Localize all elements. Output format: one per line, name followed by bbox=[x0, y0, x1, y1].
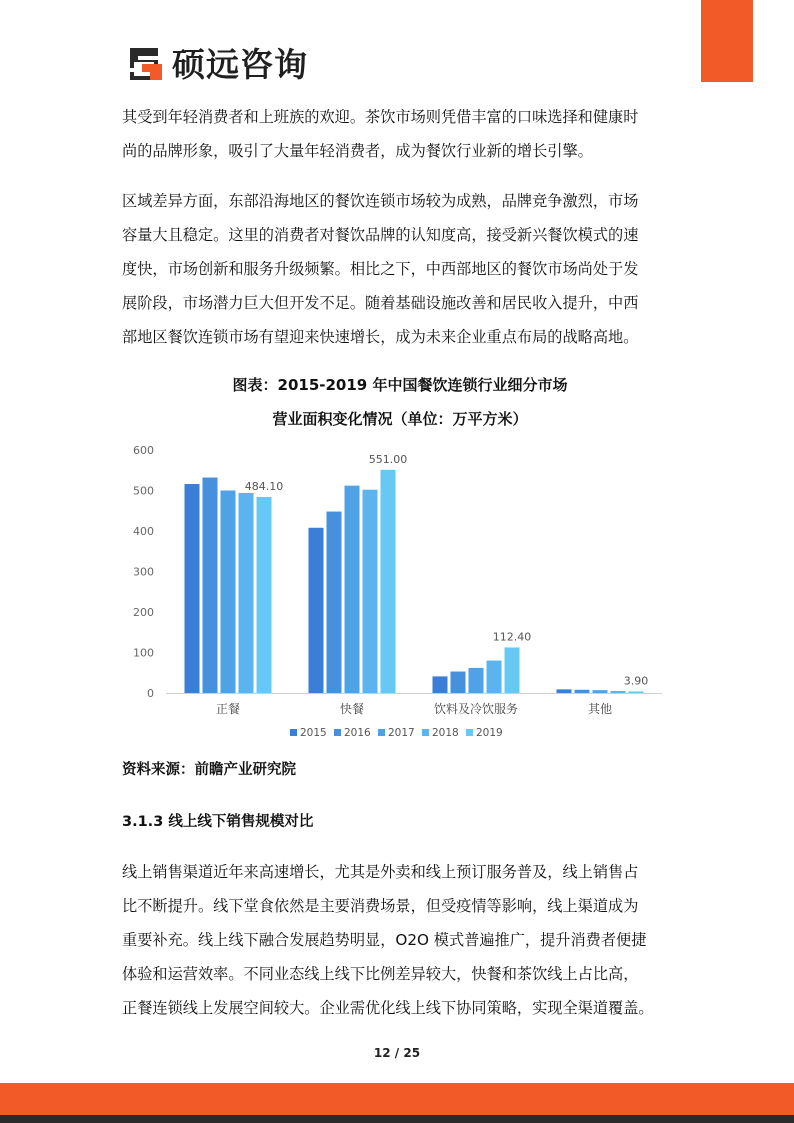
header-logo bbox=[128, 42, 308, 86]
corner-accent-block bbox=[701, 0, 753, 82]
y-tick-label: 300 bbox=[133, 565, 154, 579]
chart-title-line-2: 营业面积变化情况（单位：万平方米） bbox=[272, 410, 528, 428]
paragraph-line: 重要补充。线上线下融合发展趋势明显，O2O 模式普遍推广，提升消费者便捷 bbox=[122, 931, 647, 949]
y-tick-label: 400 bbox=[133, 525, 154, 538]
footer-dark-bar bbox=[0, 1115, 794, 1123]
paragraph-line: 其受到年轻消费者和上班族的欢迎。茶饮市场则凭借丰富的口味选择和健康时 bbox=[122, 108, 639, 126]
bar bbox=[363, 490, 378, 693]
bar bbox=[239, 493, 254, 693]
y-tick-label: 100 bbox=[133, 646, 154, 660]
paragraph-line: 线上销售渠道近年来高速增长，尤其是外卖和线上预订服务普及，线上销售占 bbox=[122, 863, 639, 881]
y-tick-label: 0 bbox=[147, 687, 154, 700]
bar bbox=[433, 676, 448, 693]
bar bbox=[309, 528, 324, 693]
x-tick-label: 正餐 bbox=[215, 702, 241, 716]
legend-label: 2015 bbox=[300, 727, 327, 739]
bar bbox=[345, 486, 360, 693]
paragraph-line: 容量大且稳定。这里的消费者对餐饮品牌的认知度高，接受新兴餐饮模式的速 bbox=[122, 226, 639, 244]
paragraph-line: 体验和运营效率。不同业态线上线下比例差异较大，快餐和茶饮线上占比高， bbox=[122, 965, 639, 983]
legend-label: 2017 bbox=[388, 727, 415, 739]
data-label: 3.90 bbox=[623, 674, 649, 688]
paragraph-2 bbox=[122, 184, 678, 354]
bar bbox=[185, 484, 200, 693]
data-label: 112.40 bbox=[492, 630, 532, 644]
bar bbox=[629, 691, 644, 693]
bar-chart bbox=[122, 436, 678, 748]
footer-accent-bar bbox=[0, 1083, 794, 1119]
bar bbox=[593, 690, 608, 693]
bar bbox=[611, 691, 626, 693]
paragraph-3 bbox=[122, 855, 678, 1025]
x-tick-label: 快餐 bbox=[339, 702, 365, 716]
paragraph-line: 部地区餐饮连锁市场有望迎来快速增长，成为未来企业重点布局的战略高地。 bbox=[122, 328, 639, 346]
legend-swatch bbox=[378, 729, 385, 736]
paragraph-line: 度快，市场创新和服务升级频繁。相比之下，中西部地区的餐饮市场尚处于发 bbox=[122, 260, 639, 278]
chart-title-line-1: 图表：2015-2019 年中国餐饮连锁行业细分市场 bbox=[232, 376, 568, 394]
legend-label: 2018 bbox=[432, 727, 459, 739]
paragraph-1 bbox=[122, 100, 678, 168]
y-tick-label: 500 bbox=[133, 484, 154, 498]
bar bbox=[327, 512, 342, 693]
y-tick-label: 200 bbox=[133, 606, 154, 619]
bar bbox=[469, 668, 484, 693]
legend-swatch bbox=[422, 729, 429, 736]
bar bbox=[487, 661, 502, 693]
legend-label: 2019 bbox=[476, 727, 503, 739]
page-number: 12 / 25 bbox=[373, 1046, 421, 1060]
x-tick-label: 饮料及冷饮服务 bbox=[433, 702, 519, 716]
bar bbox=[575, 690, 590, 693]
bar bbox=[505, 647, 520, 693]
paragraph-line: 尚的品牌形象，吸引了大量年轻消费者，成为餐饮行业新的增长引擎。 bbox=[122, 142, 593, 160]
y-tick-label: 600 bbox=[133, 444, 154, 457]
legend-swatch bbox=[290, 729, 297, 736]
bar bbox=[451, 672, 466, 693]
bar bbox=[221, 491, 236, 694]
legend-swatch bbox=[466, 729, 473, 736]
bar bbox=[557, 689, 572, 693]
legend-label: 2016 bbox=[344, 727, 371, 739]
legend-swatch bbox=[334, 729, 341, 736]
paragraph-line: 展阶段，市场潜力巨大但开发不足。随着基础设施改善和居民收入提升，中西 bbox=[122, 294, 639, 312]
logo-text: 硕远咨询 bbox=[172, 44, 308, 84]
data-label: 484.10 bbox=[244, 479, 284, 493]
logo-mark-icon bbox=[128, 46, 164, 82]
bar bbox=[381, 470, 396, 693]
paragraph-line: 比不断提升。线下堂食依然是主要消费场景，但受疫情等影响，线上渠道成为 bbox=[122, 897, 639, 915]
paragraph-line: 区域差异方面，东部沿海地区的餐饮连锁市场较为成熟，品牌竞争激烈，市场 bbox=[122, 192, 639, 210]
paragraph-line: 正餐连锁线上发展空间较大。企业需优化线上线下协同策略，实现全渠道覆盖。 bbox=[122, 999, 654, 1017]
data-label: 551.00 bbox=[368, 452, 408, 466]
bar bbox=[203, 478, 218, 693]
section-heading: 3.1.3 线上线下销售规模对比 bbox=[122, 814, 314, 830]
bar bbox=[257, 497, 272, 693]
source-note: 资料来源：前瞻产业研究院 bbox=[122, 762, 296, 778]
x-tick-label: 其他 bbox=[587, 702, 613, 716]
